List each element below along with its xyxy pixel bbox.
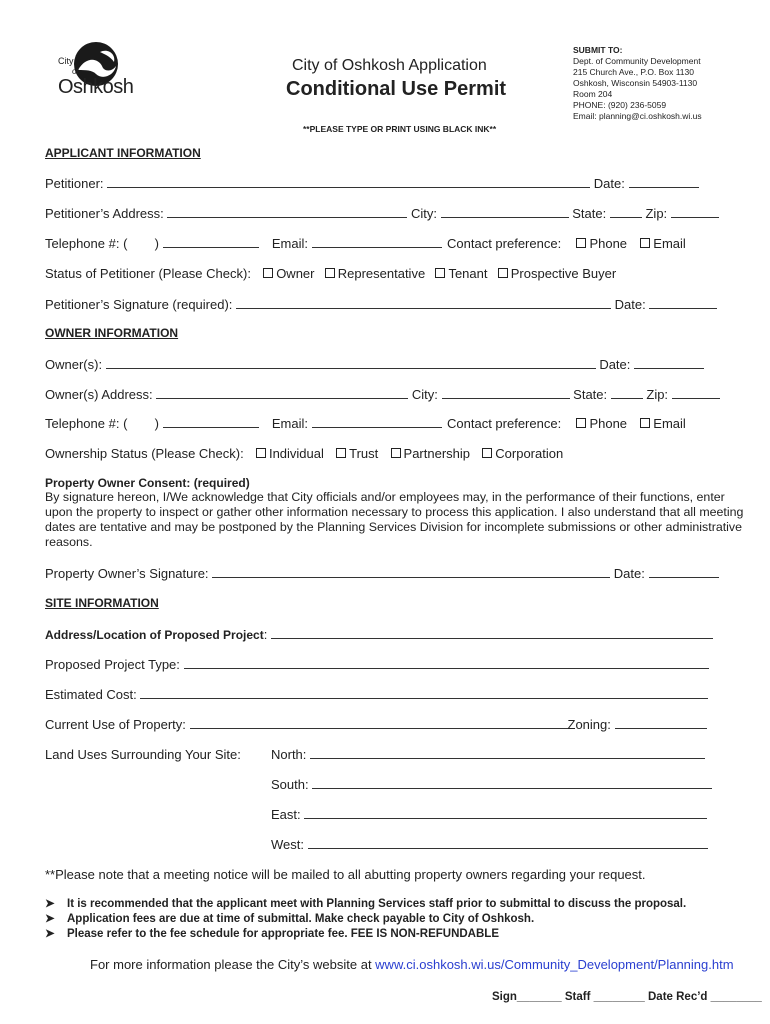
bullet-2-text: Application fees are due at time of submittal. Make check payable to City of Oshkosh. (67, 913, 535, 925)
wave-logo-icon (56, 40, 136, 110)
petitioner-email-field[interactable] (312, 236, 442, 248)
estimated-cost-field[interactable] (140, 687, 708, 699)
north-row (271, 747, 705, 762)
status-tenant-label: Tenant (448, 266, 488, 281)
corporation-checkbox[interactable] (482, 448, 492, 458)
petitioner-contact-pref (447, 236, 686, 251)
bullet-1-text: It is recommended that the applicant meet with Planning Services staff prior to submittal to discuss the proposal. (67, 898, 687, 910)
site-heading: SITE INFORMATION (45, 596, 159, 610)
project-address-row: Address/Location of Proposed Project: (45, 627, 713, 642)
bullet-2 (45, 911, 534, 925)
project-type-field[interactable] (184, 657, 709, 669)
owner-signature-date-field[interactable] (649, 566, 719, 578)
south-field[interactable] (312, 777, 712, 789)
owner-signature-label: Property Owner’s Signature: (45, 566, 209, 581)
owner-state-field[interactable] (611, 387, 643, 399)
owner-state-label: State: (573, 387, 608, 402)
address-line-1: 215 Church Ave., P.O. Box 1130 (573, 67, 694, 77)
petitioner-status-row (45, 266, 616, 281)
owner-zip-label: Zip: (646, 387, 669, 402)
owner-zip-field[interactable] (672, 387, 720, 399)
bullet-1 (45, 896, 686, 910)
signature-date-label: Date: (614, 297, 646, 312)
petitioner-date-field[interactable] (629, 176, 699, 188)
corporation-label: Corporation (495, 446, 564, 461)
project-type-row (45, 657, 709, 672)
west-field[interactable] (308, 837, 708, 849)
email-checkbox[interactable] (640, 238, 650, 248)
petitioner-telephone-field[interactable] (163, 236, 259, 248)
representative-checkbox[interactable] (325, 268, 335, 278)
owner-telephone-label: Telephone #: ( (45, 416, 128, 431)
individual-checkbox[interactable] (256, 448, 266, 458)
room-number: Room 204 (573, 89, 613, 99)
owner-city-field[interactable] (442, 387, 570, 399)
west-label: West: (271, 837, 304, 852)
owners-date-field[interactable] (634, 357, 704, 369)
petitioner-zip-label: Zip: (645, 206, 668, 221)
submit-to-label: SUBMIT TO: (573, 45, 623, 55)
project-address-field[interactable] (271, 627, 713, 639)
petitioner-field[interactable] (107, 176, 590, 188)
prospective-buyer-checkbox[interactable] (498, 268, 508, 278)
status-owner-label: Owner (276, 266, 315, 281)
meeting-note: **Please note that a meeting notice will be mailed to all abutting property owners regarding your request. (45, 867, 646, 882)
project-type-label: Proposed Project Type: (45, 657, 180, 672)
status-label: Status of Petitioner (Please Check): (45, 266, 251, 281)
owner-contact-pref-label: Contact preference: (447, 416, 562, 431)
owner-address-field[interactable] (156, 387, 408, 399)
phone-checkbox[interactable] (576, 238, 586, 248)
petitioner-row (45, 176, 699, 191)
logo-name-text: Oshkosh (58, 76, 134, 98)
more-info-row (90, 957, 734, 972)
phone-option-label: Phone (589, 236, 628, 251)
form-title: Conditional Use Permit (286, 78, 507, 100)
ownership-status-label: Ownership Status (Please Check): (45, 446, 244, 461)
arrow-bullet-icon: ➤ (45, 928, 55, 940)
current-use-row (45, 717, 707, 732)
petitioner-address-field[interactable] (167, 206, 407, 218)
signature-date-field[interactable] (649, 297, 717, 309)
owner-contact-pref (447, 416, 686, 431)
owner-address-row (45, 387, 720, 402)
petitioner-email-label: Email: (271, 236, 308, 251)
north-field[interactable] (310, 747, 705, 759)
owner-email-checkbox[interactable] (640, 418, 650, 428)
north-label: North: (271, 747, 307, 762)
petitioner-label: Petitioner: (45, 176, 104, 191)
owner-email-field[interactable] (312, 416, 442, 428)
bullet-3-text: Please refer to the fee schedule for appropriate fee. FEE IS NON-REFUNDABLE (67, 928, 499, 940)
bullet-3 (45, 926, 499, 940)
petitioner-city-field[interactable] (441, 206, 569, 218)
dept-name: Dept. of Community Development (573, 56, 701, 66)
submit-to-block (573, 45, 702, 122)
owners-row (45, 357, 704, 372)
owner-telephone-row (45, 416, 442, 431)
zoning-field[interactable] (615, 717, 707, 729)
logo-city-text: City (58, 56, 74, 66)
project-address-label: Address/Location of Proposed Project (45, 628, 264, 642)
tenant-checkbox[interactable] (435, 268, 445, 278)
ownership-status-row (45, 446, 563, 461)
petitioner-city-label: City: (411, 206, 438, 221)
owner-email-label: Email: (271, 416, 308, 431)
owners-field[interactable] (106, 357, 596, 369)
petitioner-signature-label: Petitioner’s Signature (required): (45, 297, 233, 312)
status-buyer-label: Prospective Buyer (510, 266, 617, 281)
west-row (271, 837, 708, 852)
owner-signature-row (45, 566, 719, 581)
owner-telephone-close-paren: ) (154, 416, 159, 431)
consent-text: By signature hereon, I/We acknowledge that City officials and/or employees may, in the performance of their functions, enter upon the property to inspect or gather other information necessary to process this application. I also understand that all meeting dates are tentative and may be postponed by the Planning Services Division for incomplete submissions or other administrative reasons. (45, 490, 744, 549)
status-rep-label: Representative (337, 266, 426, 281)
ink-instruction: **PLEASE TYPE OR PRINT USING BLACK INK** (303, 124, 497, 134)
phone-number: PHONE: (920) 236-5059 (573, 100, 667, 110)
applicant-heading: APPLICANT INFORMATION (45, 146, 201, 160)
owner-phone-checkbox[interactable] (576, 418, 586, 428)
individual-label: Individual (268, 446, 324, 461)
estimated-cost-label: Estimated Cost: (45, 687, 137, 702)
owner-heading: OWNER INFORMATION (45, 326, 179, 340)
petitioner-signature-row (45, 297, 717, 312)
city-logo (56, 40, 136, 110)
south-label: South: (271, 777, 309, 792)
owner-telephone-field[interactable] (163, 416, 259, 428)
petitioner-date-label: Date: (593, 176, 625, 191)
email-option-label: Email (653, 236, 686, 251)
current-use-field[interactable] (190, 717, 568, 729)
zoning-label: Zoning: (567, 717, 611, 732)
owner-city-label: City: (411, 387, 438, 402)
trust-checkbox[interactable] (336, 448, 346, 458)
telephone-close-paren: ) (154, 236, 159, 251)
app-title: City of Oshkosh Application (292, 57, 487, 74)
east-label: East: (271, 807, 301, 822)
office-use-line: Sign_______ Staff ________ Date Rec’d ________ (492, 991, 762, 1003)
estimated-cost-row (45, 687, 708, 702)
address-line-2: Oshkosh, Wisconsin 54903-1130 (573, 78, 698, 88)
petitioner-address-row (45, 206, 719, 221)
petitioner-telephone-row (45, 236, 442, 251)
arrow-bullet-icon: ➤ (45, 898, 55, 910)
contact-pref-label: Contact preference: (447, 236, 562, 251)
petitioner-telephone-label: Telephone #: ( (45, 236, 128, 251)
petitioner-state-label: State: (572, 206, 607, 221)
east-field[interactable] (304, 807, 707, 819)
arrow-bullet-icon: ➤ (45, 913, 55, 925)
east-row (271, 807, 707, 822)
more-info-text: For more information please the City’s website at (90, 957, 376, 972)
surrounding-label: Land Uses Surrounding Your Site: (45, 747, 241, 762)
south-row (271, 777, 712, 792)
owner-phone-option-label: Phone (589, 416, 628, 431)
partnership-label: Partnership (403, 446, 471, 461)
partnership-checkbox[interactable] (391, 448, 401, 458)
owner-signature-field[interactable] (212, 566, 610, 578)
planning-website-link[interactable]: www.ci.oshkosh.wi.us/Community_Development/Planning.htm (375, 957, 734, 972)
owners-label: Owner(s): (45, 357, 103, 372)
petitioner-zip-field[interactable] (671, 206, 719, 218)
petitioner-address-label: Petitioner’s Address: (45, 206, 164, 221)
petitioner-state-field[interactable] (610, 206, 642, 218)
owner-address-label: Owner(s) Address: (45, 387, 153, 402)
email-address: Email: planning@ci.oshkosh.wi.us (573, 111, 702, 121)
owner-checkbox[interactable] (263, 268, 273, 278)
petitioner-signature-field[interactable] (236, 297, 611, 309)
consent-heading: Property Owner Consent: (required) (45, 476, 250, 490)
current-use-label: Current Use of Property: (45, 717, 186, 732)
logo-of-text: of (72, 67, 79, 76)
trust-label: Trust (349, 446, 379, 461)
owner-signature-date-label: Date: (613, 566, 645, 581)
owners-date-label: Date: (599, 357, 631, 372)
owner-email-option-label: Email (653, 416, 686, 431)
